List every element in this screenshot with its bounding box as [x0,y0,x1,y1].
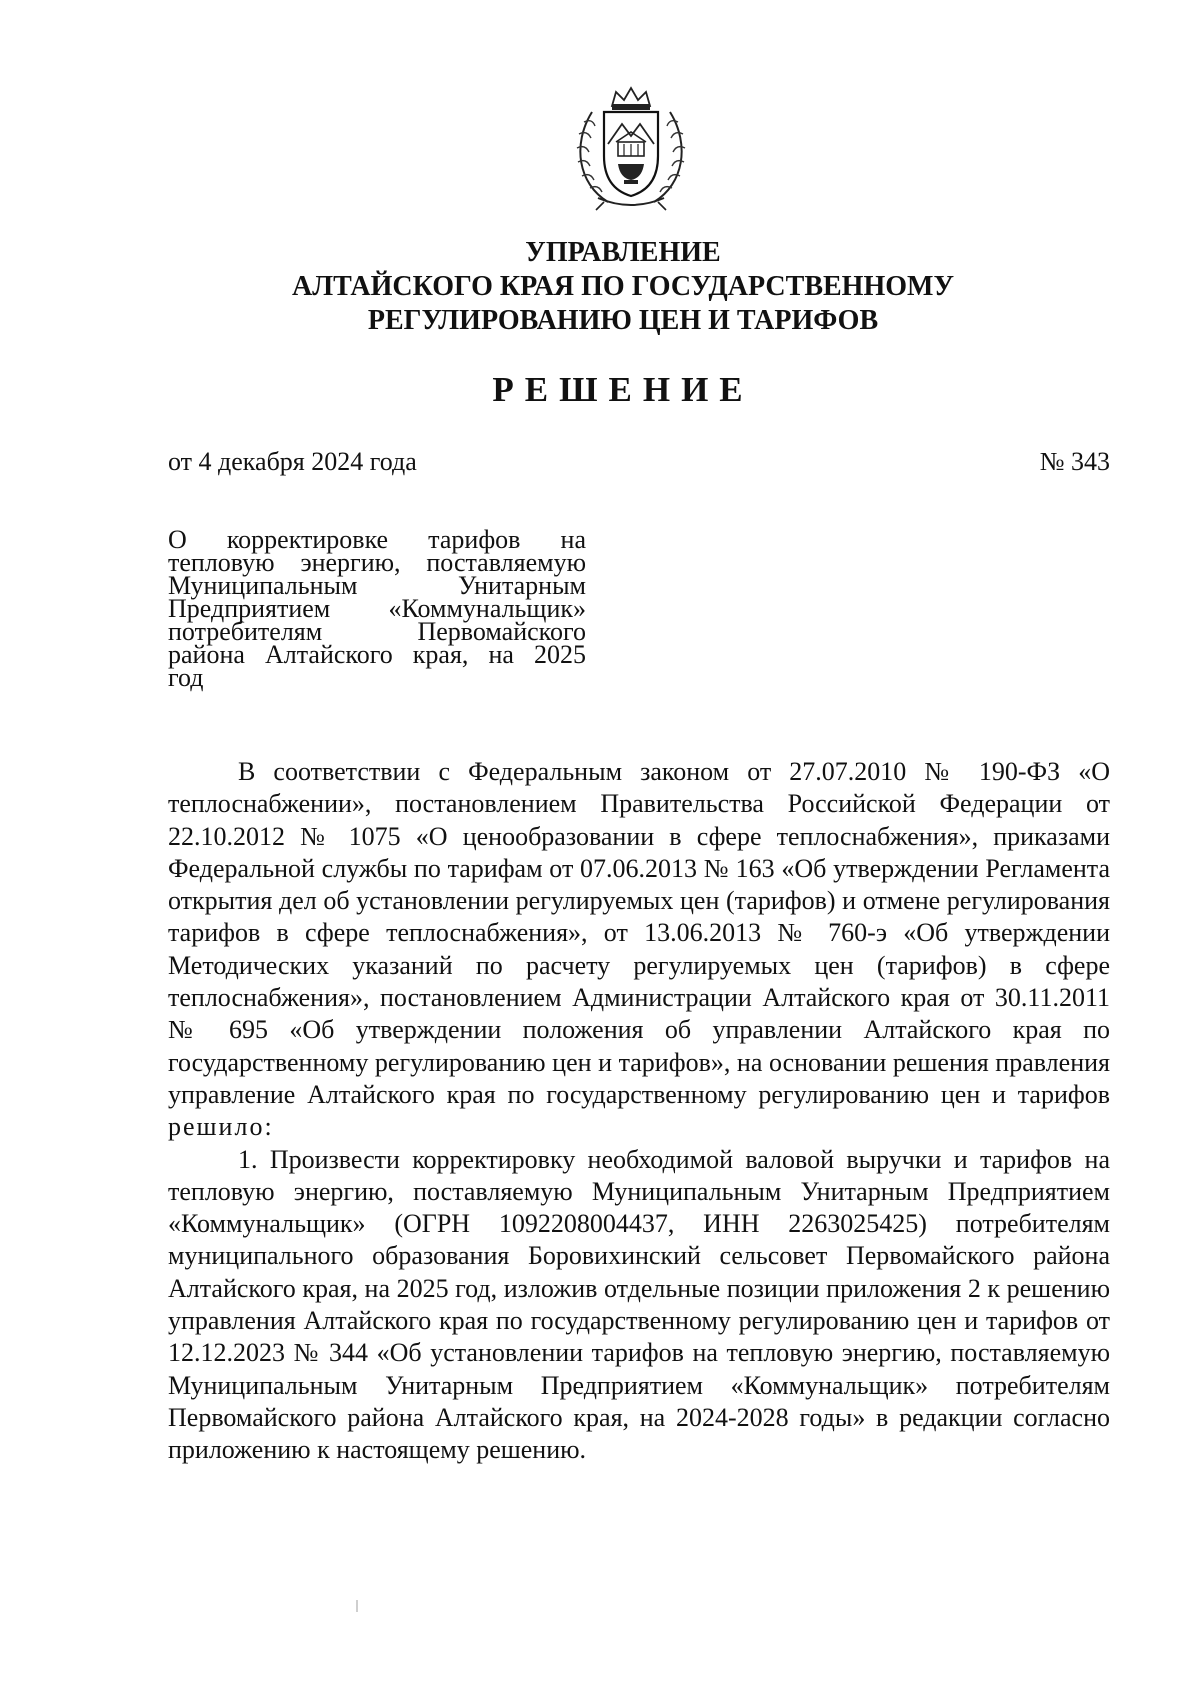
organization-line-1: УПРАВЛЕНИЕ [525,237,721,268]
body-paragraph-preamble [168,756,1110,1144]
decided-word: решило: [168,1112,274,1142]
coat-of-arms-icon [568,84,694,214]
subject-line: района Алтайского края, на 2025 [168,640,586,669]
document-body [168,756,1110,1467]
preamble-text: В соответствии с Федеральным законом от 27.07.2010 № 190-ФЗ «О теплоснабжении», постановлением Правительства Российской Федерации от 22.10.2012 № 1075 «О ценообразовании в сфере теплоснабжения», приказами Федеральной службы по тарифам от 07.06.2013 № 163 «Об утверждении Регламента открытия дел об установлении регулируемых цен (тарифов) и отмене регулирования тарифов в сфере теплоснабжения», от 13.06.2013 № 760-э «Об утверждении Методических указаний по расчету регулируемых цен (тарифов) в сфере теплоснабжения», постановлением Администрации Алтайского края от 30.11.2011 № 695 «Об утверждении положения об управлении Алтайского края по государственному регулированию цен и тарифов», на основании решения правления управление Алтайского края по государственному регулированию цен и тарифов [168,757,1110,1109]
subject-line: год [168,663,204,692]
subject-line: О корректировке тарифов на [168,525,586,554]
scan-artifact-mark [356,1600,358,1612]
organization-line-2: АЛТАЙСКОГО КРАЯ ПО ГОСУДАРСТВЕННОМУ [292,271,954,302]
organization-line-3: РЕГУЛИРОВАНИЮ ЦЕН И ТАРИФОВ [367,305,879,336]
subject-line: тепловую энергию, поставляемую [168,548,586,577]
subject-line: потребителям Первомайского [168,617,586,646]
subject-line: Предприятием «Коммунальщик» [168,594,586,623]
subject-line: Муниципальным Унитарным [168,571,586,600]
document-type-title: РЕШЕНИЕ [492,370,754,409]
organization-header [200,236,1046,338]
document-subject [168,525,586,692]
document-number: № 343 [1039,447,1110,476]
document-date: от 4 декабря 2024 года [168,447,417,476]
body-paragraph-item-1: 1. Произвести корректировку необходимой валовой выручки и тарифов на тепловую энергию, поставляемую Муниципальным Унитарным Предприятием «Коммунальщик» (ОГРН 1092208004437, ИНН 2263025425) потребителям муниципального образования Боровихинский сельсовет Первомайского района Алтайского края, на 2025 год, изложив отдельные позиции приложения 2 к решению управления Алтайского края по государственному регулированию цен и тарифов от 12.12.2023 № 344 «Об установлении тарифов на тепловую энергию, поставляемую Муниципальным Унитарным Предприятием «Коммунальщик» потребителям Первомайского района Алтайского края, на 2024-2028 годы» в редакции согласно приложению к настоящему решению. [168,1144,1110,1465]
